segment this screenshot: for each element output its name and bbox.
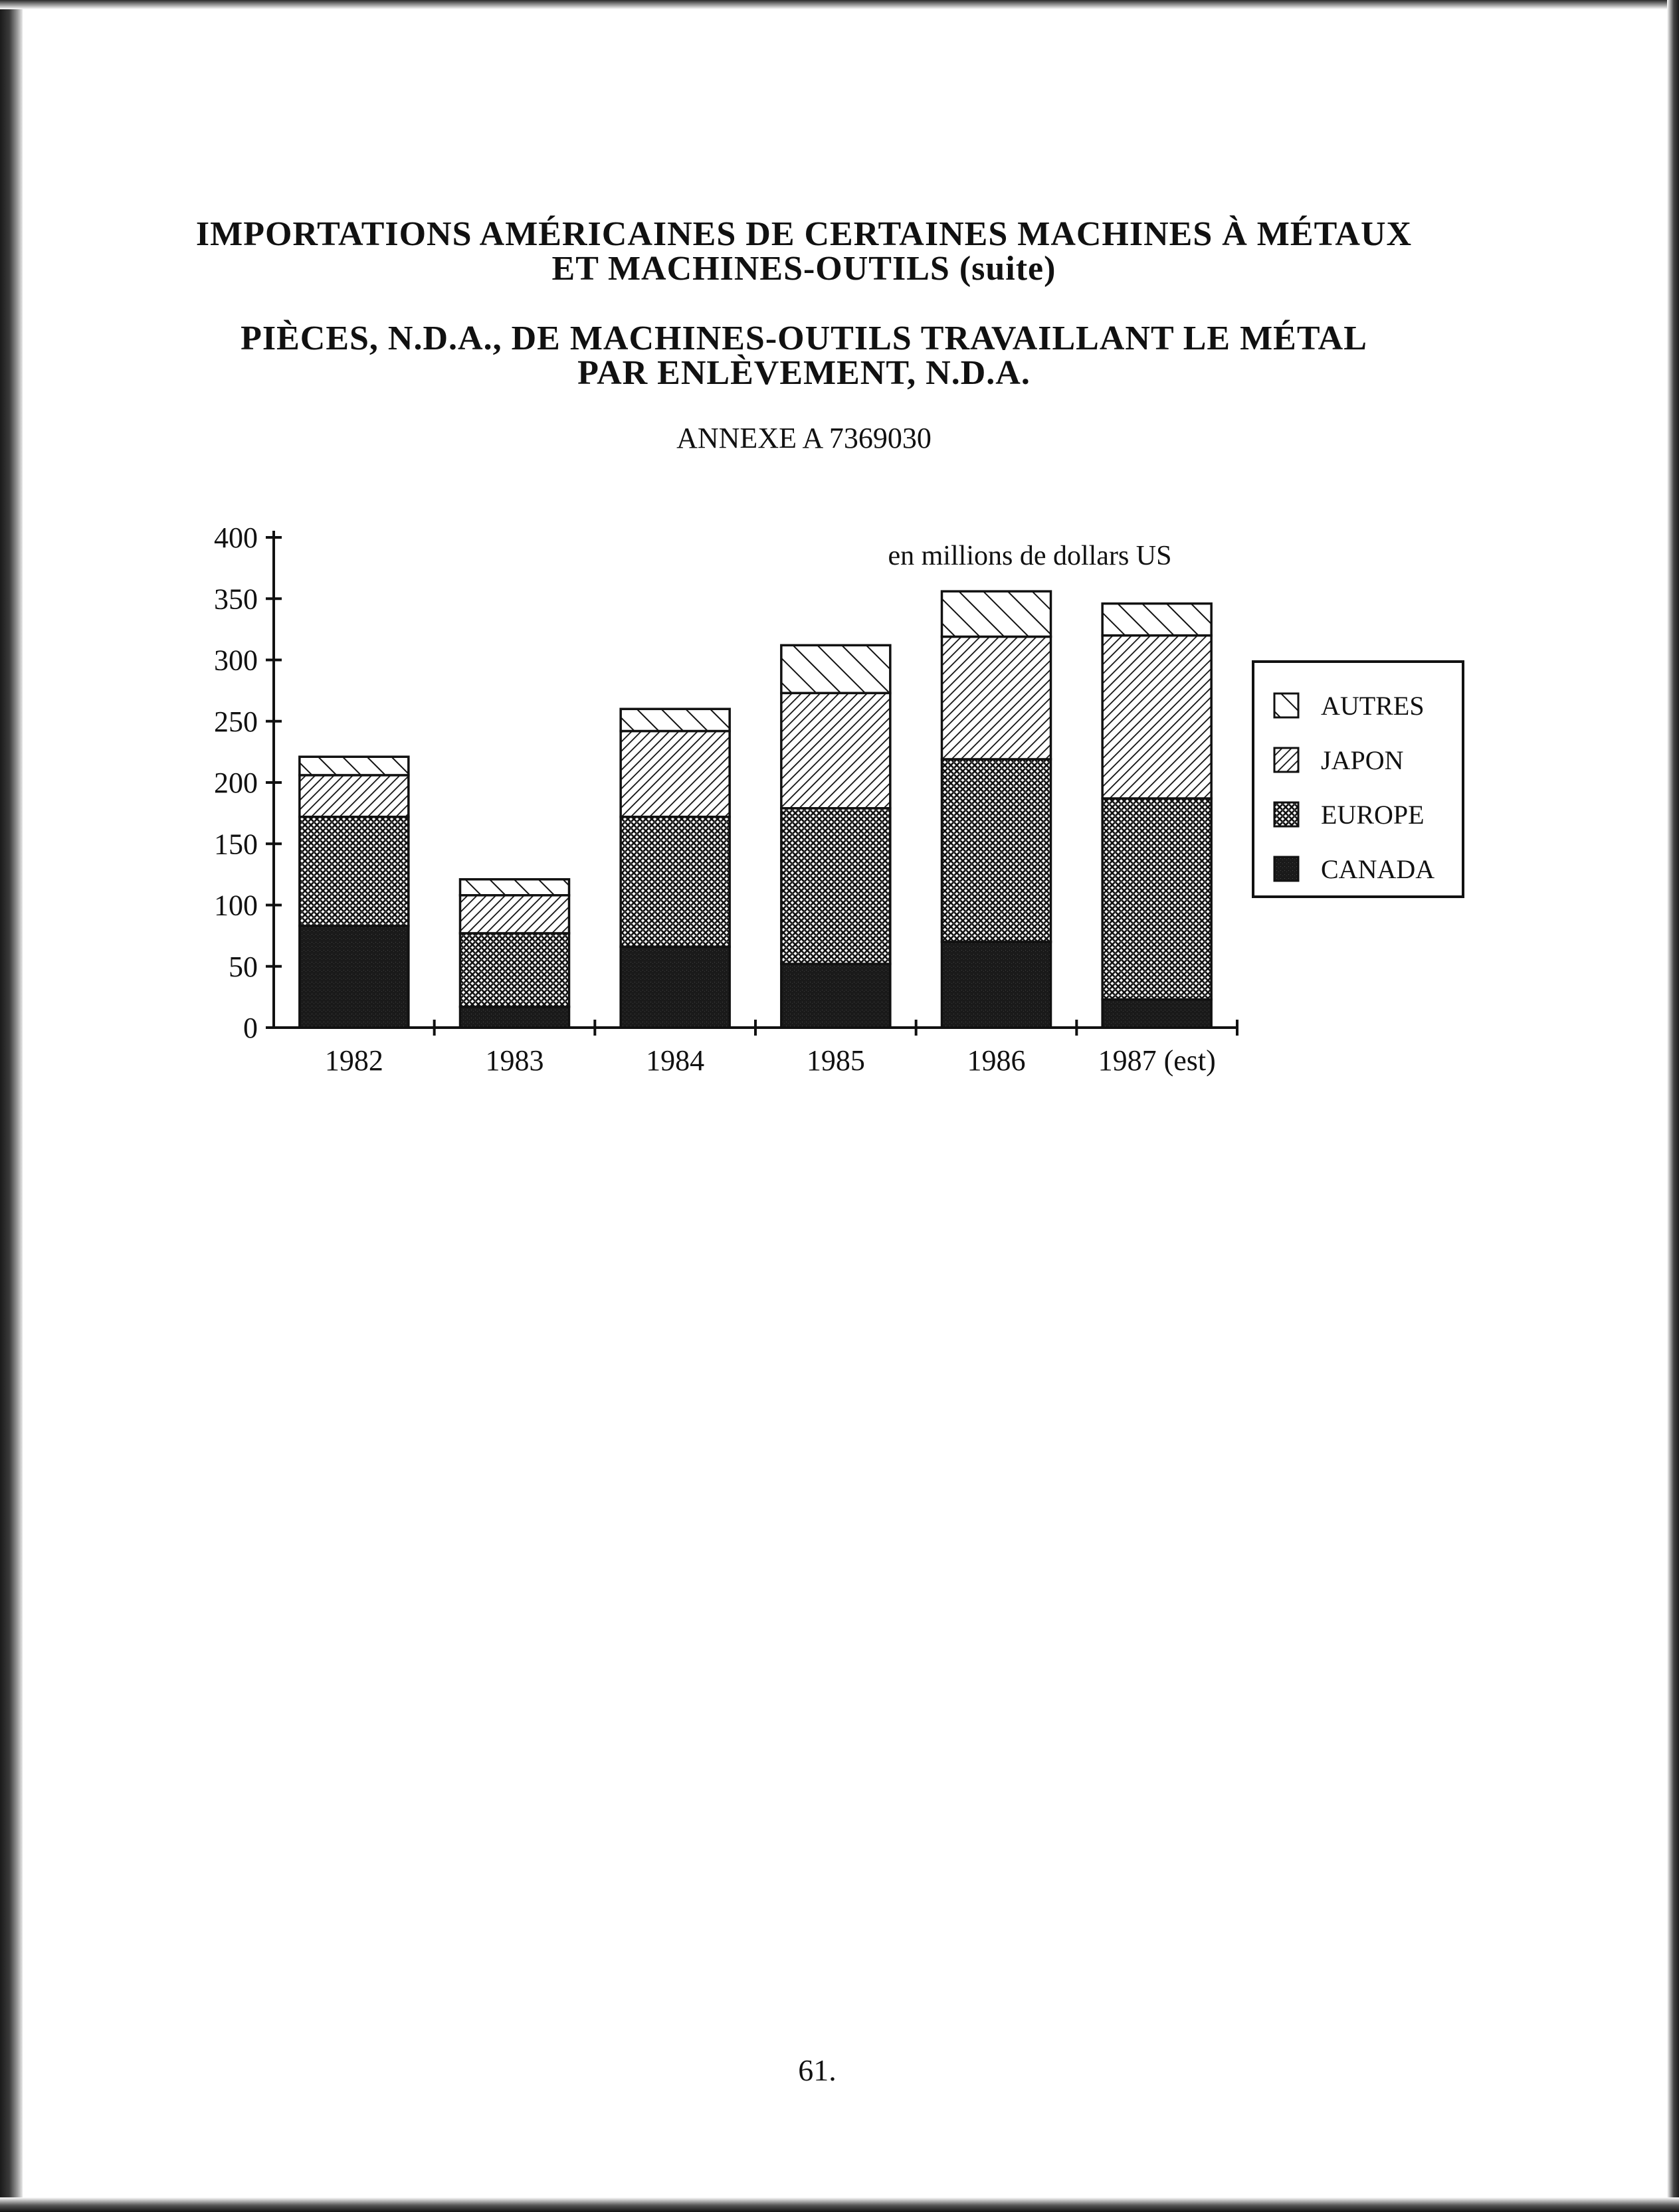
annexe-label: ANNEXE A 7369030 [676,422,932,454]
x-tick-label: 1986 [967,1044,1026,1077]
bar-segment-autres [621,709,730,731]
page-title-line: IMPORTATIONS AMÉRICAINES DE CERTAINES MACHINES À MÉTAUX [195,215,1413,253]
bar-segment-canada [942,942,1051,1028]
page-title-line: ET MACHINES-OUTILS (suite) [551,250,1056,288]
bar-segment-europe [621,817,730,947]
bar-segment-japon [300,775,409,817]
bar-segment-japon [1102,636,1211,798]
bar-segment-japon [621,731,730,817]
page-subtitle-line: PAR ENLÈVEMENT, N.D.A. [577,354,1031,392]
bar-segment-canada [781,964,890,1028]
bar-segment-canada [460,1007,569,1028]
y-tick-label: 200 [214,767,258,799]
bar-segment-japon [460,895,569,933]
legend [1253,662,1463,897]
y-tick-label: 400 [214,521,258,554]
legend-label-europe: EUROPE [1321,800,1425,830]
legend-swatch-canada [1274,857,1298,881]
bar-segment-canada [1102,1000,1211,1028]
y-tick-label: 250 [214,705,258,738]
bar-segment-europe [460,933,569,1007]
legend-label-japon: JAPON [1321,745,1404,775]
bar-segment-europe [1102,798,1211,1000]
bar-segment-europe [942,759,1051,942]
x-tick-label: 1984 [646,1044,705,1077]
legend-label-autres: AUTRES [1321,691,1425,721]
legend-label-canada: CANADA [1321,854,1435,884]
bar-segment-autres [781,645,890,693]
bar-segment-japon [942,636,1051,759]
y-tick-label: 300 [214,644,258,677]
bars-layer [300,591,1211,1028]
legend-swatch-japon [1274,748,1298,772]
legend-swatch-europe [1274,802,1298,826]
bar-segment-autres [460,879,569,895]
y-tick-label: 0 [243,1012,258,1044]
bar-segment-canada [300,926,409,1028]
bar-segment-autres [1102,604,1211,636]
bar-segment-europe [781,808,890,964]
legend-swatch-autres [1274,693,1298,717]
x-tick-label: 1985 [806,1044,865,1077]
x-tick-label: 1983 [485,1044,544,1077]
x-tick-label: 1987 (est) [1098,1044,1216,1077]
bar-segment-autres [942,591,1051,636]
bar-segment-canada [621,947,730,1028]
y-tick-label: 100 [214,889,258,922]
bar-segment-japon [781,693,890,808]
y-tick-label: 150 [214,828,258,861]
page-number: 61. [798,2053,837,2087]
bar-segment-autres [300,757,409,775]
y-tick-label: 350 [214,583,258,616]
units-label: en millions de dollars US [888,541,1172,571]
y-tick-label: 50 [229,950,258,983]
bar-segment-europe [300,817,409,926]
x-tick-label: 1982 [324,1044,383,1077]
page-subtitle-line: PIÈCES, N.D.A., DE MACHINES-OUTILS TRAVAILLANT LE MÉTAL [241,320,1367,357]
